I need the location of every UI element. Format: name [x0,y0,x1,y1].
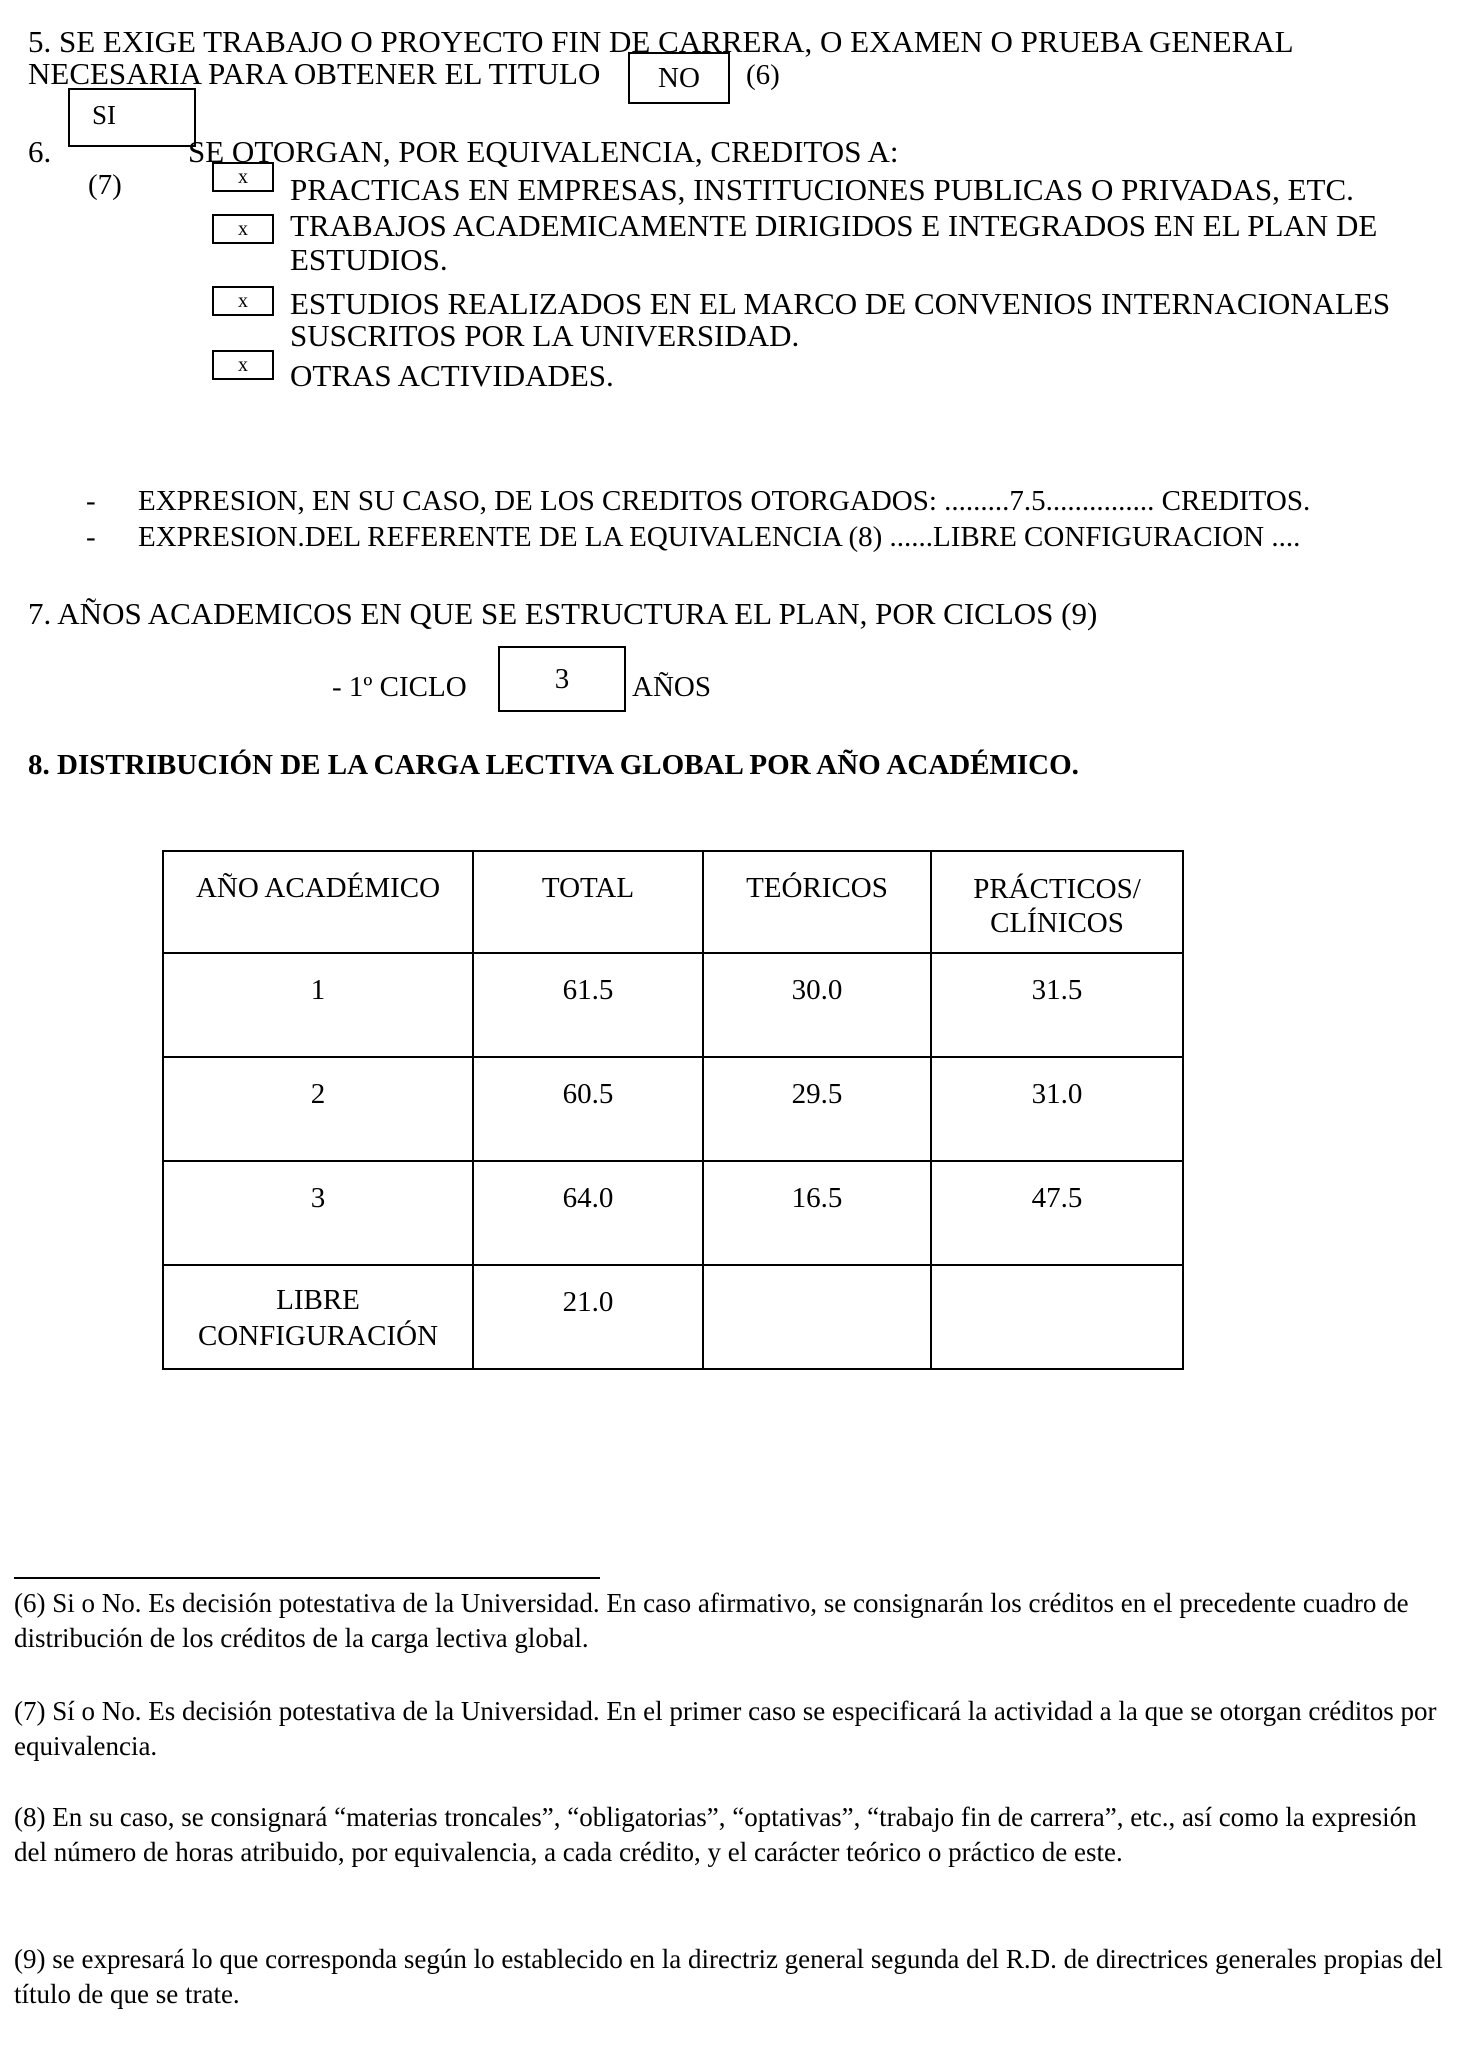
table-row [163,1161,1183,1265]
option3-line2: SUSCRITOS POR LA UNIVERSIDAD. [290,318,800,353]
table-row [163,953,1183,1057]
item6-answer-underline [68,145,196,147]
footnote-separator [14,1577,600,1579]
footnote-6: (6) Si o No. Es decisión potestativa de la Universidad. En caso afirmativo, se consignarán los créditos en el precedente cuadro de distribución de los créditos de la carga lectiva global. [14,1588,1409,1653]
expresion-creditos: EXPRESION, EN SU CASO, DE LOS CREDITOS OTORGADOS: .........7.5............... CREDITOS. [138,485,1311,517]
item5-line2: NECESARIA PARA OBTENER EL TITULO [28,56,601,91]
item8-heading: 8. DISTRIBUCIÓN DE LA CARGA LECTIVA GLOBAL POR AÑO ACADÉMICO. [28,749,1079,781]
ciclo-value-box: 3 [498,646,626,712]
option1-line1: PRACTICAS EN EMPRESAS, INSTITUCIONES PUBLICAS O PRIVADAS, ETC. [290,172,1354,207]
cell-ano: 3 [163,1161,473,1265]
option4-line1: OTRAS ACTIVIDADES. [290,358,614,393]
ciclo-unit: AÑOS [632,671,711,703]
cell-practicos: 31.0 [931,1057,1183,1161]
expresion-referente: EXPRESION.DEL REFERENTE DE LA EQUIVALENCIA (8) ......LIBRE CONFIGURACION .... [138,521,1301,553]
cell-teoricos: 30.0 [703,953,931,1057]
header-total: TOTAL [473,851,703,953]
cell-teoricos [703,1265,931,1369]
table-row [163,1057,1183,1161]
footnote-7: (7) Sí o No. Es decisión potestativa de la Universidad. En el primer caso se especificará la actividad a la que se otorgan créditos por equivalencia. [14,1696,1437,1761]
footnote-8: (8) En su caso, se consignará “materias troncales”, “obligatorias”, “optativas”, “trabajo fin de carrera”, etc., así como la expresión del número de horas atribuido, por equivalencia, a cada crédito, y el carácter teórico o práctico de este. [14,1802,1417,1867]
cell-total: 64.0 [473,1161,703,1265]
item6-heading: SE OTORGAN, POR EQUIVALENCIA, CREDITOS A: [188,134,899,169]
cell-ano: 2 [163,1057,473,1161]
option2-line2: ESTUDIOS. [290,242,448,277]
table-row [163,1265,1183,1369]
header-ano: AÑO ACADÉMICO [163,851,473,953]
option4-checkbox[interactable]: x [212,350,274,380]
table-header-row [163,851,1183,953]
header-teoricos: TEÓRICOS [703,851,931,953]
header-practicos: PRÁCTICOS/ CLÍNICOS [931,851,1183,953]
option2-checkbox[interactable]: x [212,214,274,244]
ciclo-label: - 1º CICLO [332,671,467,703]
item6-answer-box: SI [68,88,196,146]
cell-total: 60.5 [473,1057,703,1161]
cell-teoricos: 29.5 [703,1057,931,1161]
cell-teoricos: 16.5 [703,1161,931,1265]
cell-ano: 1 [163,953,473,1057]
option1-checkbox[interactable]: x [212,162,274,192]
cell-practicos: 31.5 [931,953,1183,1057]
bullet-dash-2: - [86,521,96,553]
cell-total: 21.0 [473,1265,703,1369]
item6-number: 6. [28,134,52,169]
item5-answer-box: NO [628,52,730,104]
cell-practicos: 47.5 [931,1161,1183,1265]
option3-line1: ESTUDIOS REALIZADOS EN EL MARCO DE CONVENIOS INTERNACIONALES [290,286,1391,321]
option3-checkbox[interactable]: x [212,286,274,316]
item6-note-ref: (7) [88,169,122,201]
cell-practicos [931,1265,1183,1369]
bullet-dash-1: - [86,485,96,517]
item5-line1: 5. SE EXIGE TRABAJO O PROYECTO FIN DE CARRERA, O EXAMEN O PRUEBA GENERAL [28,24,1294,59]
carga-lectiva-table [162,850,1184,1370]
item5-note-ref: (6) [746,59,780,91]
footnote-9: (9) se expresará lo que corresponda según lo establecido en la directriz general segunda del R.D. de directrices generales propias del título de que se trate. [14,1944,1443,2009]
item7-heading: 7. AÑOS ACADEMICOS EN QUE SE ESTRUCTURA EL PLAN, POR CICLOS (9) [28,596,1098,631]
cell-total: 61.5 [473,953,703,1057]
option2-line1: TRABAJOS ACADEMICAMENTE DIRIGIDOS E INTEGRADOS EN EL PLAN DE [290,208,1378,243]
cell-ano: LIBRE CONFIGURACIÓN [163,1265,473,1369]
